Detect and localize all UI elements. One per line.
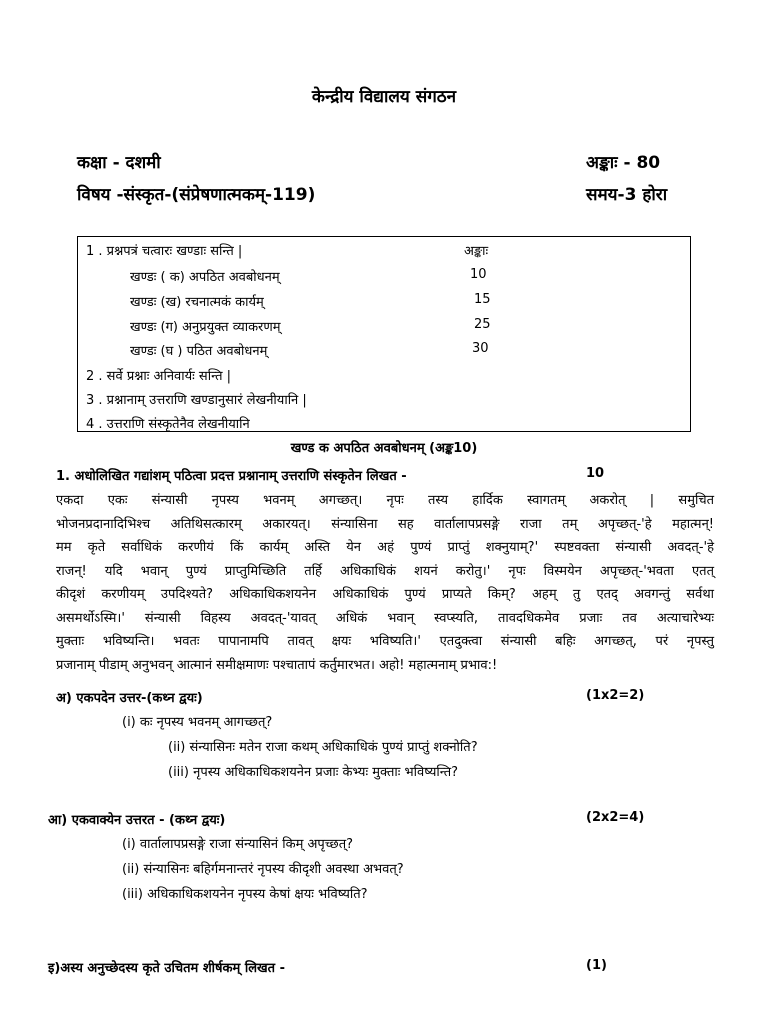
- part-b-heading: आ) एकवाक्येन उत्तरत - (कथ्न द्वयः): [48, 813, 226, 828]
- part-b-question-2: (ii) संन्यासिनः बहिर्गमनान्तरं नृपस्य कीदृशी अवस्था अभवत्?: [122, 862, 404, 877]
- part-a-heading: अ) एकपदेन उत्तर-(कथ्न द्वयः): [56, 691, 203, 706]
- passage-line: मुक्ताः भविष्यन्ति। भवतः पापानामपि तावत् क्षयः भविष्यति।' एतदुक्त्वा संन्यासी बहिः अगच्छत्, परं नृपस्तु: [56, 634, 714, 649]
- class-label: कक्षा - दशमी: [77, 153, 161, 173]
- instruction-3: 3 . प्रश्नानाम् उत्तराणि खण्डानुसारं लेखनीयानि |: [86, 393, 307, 408]
- question-1-marks: 10: [586, 466, 605, 481]
- instruction-1: 1 . प्रश्नपत्रं चत्वारः खण्डाः सन्ति |: [86, 244, 243, 259]
- section-ka-label: खण्डः ( क) अपठित अवबोधनम्: [130, 270, 280, 285]
- passage-line: प्रजानाम् पीडाम् अनुभवन् आत्मानं समीक्षमाणः पश्चातापं कर्तुमारभत। अहो! महात्मनाम् प्रभाव:!: [56, 657, 498, 673]
- section-ga-label: खण्डः (ग) अनुप्रयुक्त व्याकरणम्: [130, 320, 281, 335]
- passage-line: राजन्! यदि भवान् पुण्यं प्राप्तुमिच्छिति तर्हि अधिकाधिकं शयनं करोतु।' नृपः विस्मयेन अपृच्छत्-'भवता एतत्: [56, 563, 714, 579]
- passage: [56, 489, 714, 677]
- section-heading: खण्ड क अपठित अवबोधनम् (अङ्क10): [290, 441, 478, 456]
- organization-title: केन्द्रीय विद्यालय संगठन: [311, 87, 457, 107]
- section-kha-label: खण्डः (ख) रचनात्मकं कार्यम्: [130, 295, 264, 310]
- part-a-question-3: (iii) नृपस्य अधिकाधिकशयनेन प्रजाः केभ्यः मुक्ताः भविष्यन्ति?: [168, 765, 459, 780]
- passage-line: एकदा एकः संन्यासी नृपस्य भवनम् अगच्छत्। नृपः तस्य हार्दिक स्वागतम् अकरोत् | समुचित: [56, 493, 714, 508]
- part-b-question-3: (iii) अधिकाधिकशयनेन नृपस्य केषां क्षयः भविष्यति?: [122, 887, 368, 902]
- section-gha-marks: 30: [472, 341, 489, 356]
- instructions-box: [77, 236, 691, 432]
- part-b-question-1: (i) वार्तालापप्रसङ्गे राजा संन्यासिनं किम् अपृच्छत्?: [122, 837, 354, 852]
- part-a-question-1: (i) कः नृपस्य भवनम् आगच्छत्?: [122, 715, 273, 730]
- part-a-marks: (1x2=2): [586, 688, 645, 703]
- passage-line: असमर्थोऽस्मि।' संन्यासी विहस्य अवदत्-'यावत् अधिकं भवान् स्वप्स्यति, तावदधिकमेव प्रजाः तव अत्याचारेभ्यः: [56, 610, 714, 626]
- section-kha-marks: 15: [474, 292, 491, 307]
- section-gha-label: खण्डः (घ ) पठित अवबोधनम्: [130, 344, 268, 359]
- question-1-prompt: 1. अधोलिखित गद्यांशम् पठित्वा प्रदत्त प्रश्नानाम् उत्तराणि संस्कृतेन लिखत -: [56, 469, 407, 484]
- subject-label: विषय -संस्कृत-(संप्रेषणात्मकम्-119): [77, 185, 316, 205]
- instruction-2: 2 . सर्वे प्रश्नाः अनिवार्यः सन्ति |: [86, 369, 232, 384]
- part-b-marks: (2x2=4): [586, 810, 645, 825]
- part-a-question-2: (ii) संन्यासिनः मतेन राजा कथम् अधिकाधिकं पुण्यं प्राप्तुं शक्नोति?: [168, 740, 478, 755]
- time-label: समय-3 होरा: [586, 185, 668, 205]
- part-c-heading: इ)अस्य अनुच्छेदस्य कृते उचितम शीर्षकम् लिखत -: [48, 961, 285, 976]
- passage-line: भोजनप्रदानादिभिश्च अतिथिसत्कारम् अकारयत्। संन्यासिना सह वार्तालापप्रसङ्गे राजा तम् अपृच्छत्-'हे महात्मन्!: [56, 516, 714, 532]
- section-ka-marks: 10: [470, 267, 487, 282]
- part-c-marks: (1): [586, 958, 607, 973]
- section-ga-marks: 25: [474, 317, 491, 332]
- instruction-4: 4 . उत्तराणि संस्कृतेनैव लेखनीयानि: [86, 417, 250, 432]
- passage-line: कीदृशं करणीयम् उपदिश्यते? अधिकाधिकशयनेन अधिकाधिकं पुण्यं प्राप्यते किम्? अहम् तु एतद् अवगन्तुं सर्वथा: [56, 587, 714, 602]
- marks-column-header: अङ्काः: [464, 244, 489, 259]
- total-marks-label: अङ्काः - 80: [586, 153, 661, 173]
- passage-line: मम कृते सर्वाधिकं करणीयं किं कार्यम् अस्ति येन अहं पुण्यं प्राप्तुं शक्नुयाम्?' स्पष्टवक्ता संन्यासी अवदत्-'हे: [56, 540, 714, 555]
